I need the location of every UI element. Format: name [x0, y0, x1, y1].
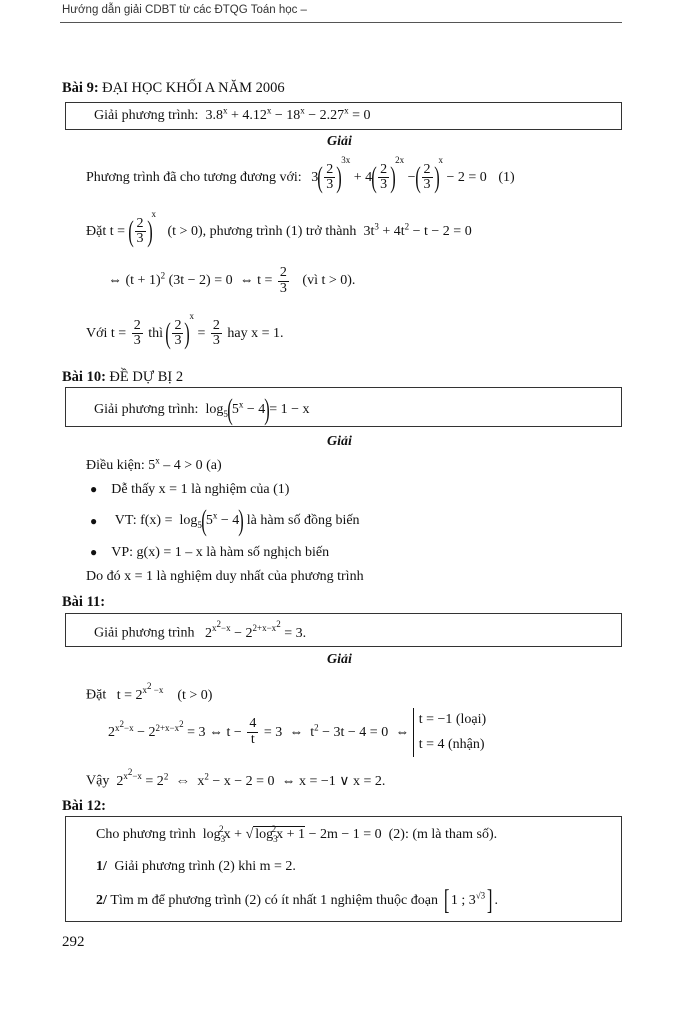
bai10-problem-text: Giải phương trình:	[94, 402, 199, 417]
bai9-equation: $3.8^x + 4.12^x - 18^x - 2.27^x = 0$	[201, 105, 371, 123]
bai10-equation: $\log_5$	[201, 402, 228, 419]
bai12-intro-tail: (2): (m là tham số).	[388, 827, 498, 842]
bai12-q1-num: 1/	[96, 859, 107, 874]
bai9-line4-c: hay x = 1.	[227, 325, 284, 341]
bai11-transform-a: $2^{x^2-x} - 2^{2+x-x^2} = 3$ ⇔ t −	[108, 718, 242, 741]
bai11-dat-eq: $t = 2^{x^2 -x}$ (t > 0)	[109, 681, 213, 703]
bai10-bullet1-text: Dễ thấy x = 1 là nghiệm của (1)	[111, 482, 290, 497]
bai10-bullet1: ● Dễ thấy x = 1 là nghiệm của (1)	[90, 482, 290, 497]
bai12-q1	[96, 859, 296, 875]
bai10-conclusion: Do đó x = 1 là nghiệm duy nhất của phương trình	[86, 569, 364, 584]
bai11-label: Bài 11:	[62, 594, 106, 610]
bai11-equation: $2^{x^2-x} - 2^{2+x-x^2} = 3$.	[198, 619, 307, 641]
bai9-giai: Giải	[327, 134, 352, 149]
bai10-bullet2-b: là hàm số đồng biến	[246, 513, 360, 528]
bai12-q1-text: Giải phương trình (2) khi m = 2.	[114, 859, 296, 874]
header-rule	[60, 22, 622, 23]
bai11-system	[413, 708, 487, 757]
bai11-vay	[86, 767, 386, 790]
bai10-bullet2-a: VT: f(x) =	[114, 513, 173, 528]
bai11-transform: $2^{x^2-x} - 2^{2+x-x^2} = 3$ ⇔ t − $\frac{4}{t}$ = 3 ⇔ $t^2 - 3t - 4 = 0$ ⇔ t = −1 (loại) t = 4 (nhận)	[108, 708, 486, 757]
bai11-sys-1: t = −1 (loại)	[418, 712, 487, 727]
bai12-q2: 2/ Tìm m để phương trình (2) có ít nhất 1 nghiệm thuộc đoạn [ 1 ; $3^{√3}$] .	[96, 885, 498, 916]
bai10-condition: Điều kiện: 5$^x$ – 4 > 0 (a)	[86, 455, 222, 473]
bai12-heading	[62, 798, 106, 815]
bai11-sys-2: t = 4 (nhận)	[418, 736, 485, 752]
bai12-interval: 1 ; $3^{√3}$	[450, 890, 486, 908]
bai10-heading	[62, 369, 183, 386]
bai12-intro-text: Cho phương trình	[96, 827, 196, 842]
bai11-vay-eq: $2^{x^2-x} = 2^2$ ⇔ $x^2 - x - 2 = 0$ ⇔ x = −1 ∨ x = 2.	[112, 767, 386, 789]
bai10-condition-b: – 4 > 0 (a)	[159, 458, 222, 473]
bai9-label: Bài 9:	[62, 80, 99, 96]
bai10-problem-box	[65, 387, 622, 427]
bai10-condition-a: Điều kiện: 5	[86, 458, 156, 473]
bai9-line1-eq: 3( $\frac{2}{3}$ )$^{3x}$ + 4( $\frac{2}{3}$ )$^{2x}$ −( $\frac{2}{3}$ )$^x$ − 2 = 0	[311, 155, 487, 194]
bai11-dat-label: Đặt	[86, 687, 107, 703]
bai12-q2-text: Tìm m để phương trình (2) có ít nhất 1 nghiệm thuộc đoạn	[110, 893, 438, 908]
bai12-problem-box	[65, 816, 622, 922]
bai9-line4-b: thì	[148, 325, 163, 341]
bai9-line4: Với t = $\frac{2}{3}$ thì ( $\frac{2}{3}$ )$^x$ = $\frac{2}{3}$ hay x = 1.	[86, 311, 284, 350]
bai9-title: ĐẠI HỌC KHỐI A NĂM 2006	[102, 80, 285, 96]
bai9-line1-tag: (1)	[498, 169, 515, 185]
bai9-heading	[62, 80, 285, 97]
bai9-line3-eq: ⇔ $(t + 1)^2$ (3t − 2) = 0 ⇔ t =	[108, 270, 273, 289]
bai9-problem	[94, 105, 371, 124]
bai12-label: Bài 12:	[62, 798, 106, 814]
bai9-line3-tail: (vì t > 0).	[302, 273, 356, 289]
bai11-problem-box	[65, 613, 622, 647]
bai9-line2: Đặt t = ( $\frac{2}{3}$ )$^x$ (t > 0), phương trình (1) trở thành $3t^3 + 4t^2 - t - 2 = 0$	[86, 209, 472, 248]
bai10-label: Bài 10:	[62, 369, 106, 385]
bai9-line2-b: (t > 0), phương trình (1) trở thành	[167, 223, 357, 239]
bai9-line2-eq: $3t^3 + 4t^2 - t - 2 = 0$	[359, 221, 472, 239]
bai10-giai: Giải	[327, 434, 352, 449]
bai9-problem-text: Giải phương trình:	[94, 108, 199, 123]
page-number: 292	[62, 934, 85, 950]
bai11-vay-label: Vậy	[86, 773, 110, 789]
bai11-dat	[86, 681, 213, 704]
page-header: Hướng dẫn giải CDBT từ các ĐTQG Toán học –	[62, 4, 307, 16]
bai11-transform-b: = 3 ⇔ $t^2 - 3t - 4 = 0$ ⇔	[263, 721, 410, 740]
bai11-giai: Giải	[327, 652, 352, 667]
bai9-line1-text: Phương trình đã cho tương đương với:	[86, 169, 302, 185]
bai11-heading	[62, 594, 105, 611]
bai9-line3: ⇔ $(t + 1)^2$ (3t − 2) = 0 ⇔ t = $\frac{2}{3}$ (vì t > 0).	[108, 265, 356, 296]
bai9-line2-a: Đặt t =	[86, 223, 125, 239]
bai12-q2-num: 2/	[96, 893, 107, 908]
bai12-intro	[96, 824, 498, 844]
bai10-title: ĐỀ DỰ BỊ 2	[109, 369, 184, 385]
bai11-problem-text: Giải phương trình	[94, 625, 195, 641]
bai9-problem-box	[65, 102, 622, 130]
bai9-line4-a: Với t =	[86, 325, 127, 341]
bai10-bullet3-text: VP: g(x) = 1 – x là hàm số nghịch biến	[111, 545, 330, 560]
bai9-line1	[86, 155, 515, 194]
bai10-bullet2: ● VT: $f(x) = \log_5(5^x - 4)$ là hàm số đồng biến	[90, 504, 360, 537]
bai12-equation: $\log_3^2x$ + √ $\log_3^2x + 1 - 2m - 1 = 0$	[199, 824, 386, 844]
bai11-problem	[94, 619, 307, 642]
bai10-problem: Giải phương trình: $\log_5(5^x - 4)= 1 - x$	[94, 393, 310, 426]
bai10-bullet3: ● VP: g(x) = 1 – x là hàm số nghịch biến	[90, 545, 330, 560]
